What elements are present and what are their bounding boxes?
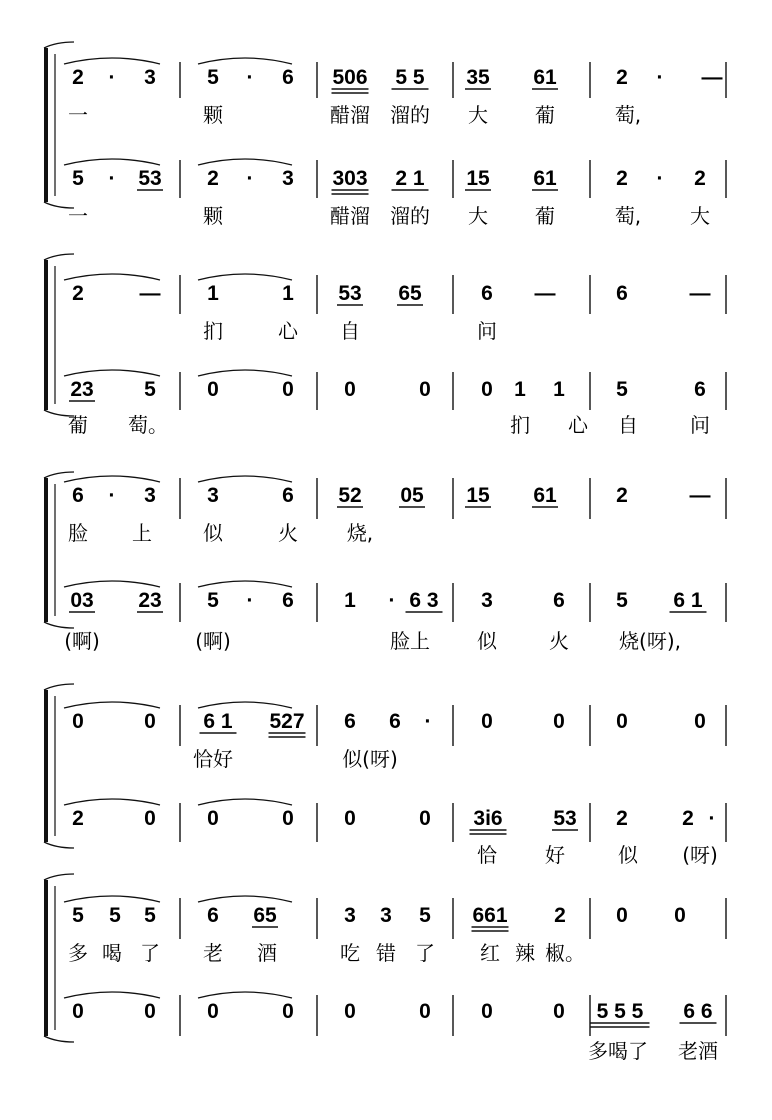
note: 53 bbox=[553, 807, 577, 830]
note: 1 bbox=[207, 282, 219, 305]
note: 6 3 bbox=[409, 589, 439, 612]
slur bbox=[198, 702, 292, 708]
note: 0 bbox=[481, 378, 493, 401]
note: 2 bbox=[72, 807, 84, 830]
note: 0 bbox=[282, 378, 294, 401]
note: 35 bbox=[466, 66, 490, 89]
augmentation-dot: · bbox=[246, 66, 254, 89]
note: 03 bbox=[70, 589, 94, 612]
lyric-syllable: 吃 bbox=[340, 941, 360, 965]
note: 0 bbox=[282, 807, 294, 830]
augmentation-dot: · bbox=[108, 66, 116, 89]
note: 0 bbox=[144, 807, 156, 830]
note: 6 1 bbox=[673, 589, 703, 612]
note: 0 bbox=[553, 1000, 565, 1023]
system-2 bbox=[44, 254, 726, 437]
note: 53 bbox=[338, 282, 362, 305]
note: 6 bbox=[553, 589, 565, 612]
slur bbox=[198, 476, 292, 482]
note: 5 bbox=[419, 904, 431, 927]
note: 1 bbox=[514, 378, 526, 401]
lyric-syllable: 错 bbox=[376, 941, 396, 965]
lyric-syllable: 扪 bbox=[203, 319, 223, 343]
augmentation-dot: · bbox=[246, 589, 254, 612]
slur bbox=[64, 476, 160, 482]
note: 527 bbox=[269, 710, 305, 733]
bracket-bottom-hook bbox=[44, 1036, 74, 1042]
lyric-syllable: 恰好 bbox=[193, 747, 233, 771]
note: 3 bbox=[481, 589, 493, 612]
augmentation-dot: · bbox=[388, 589, 396, 612]
system-bracket-bar bbox=[44, 260, 48, 410]
dash-extension: — bbox=[139, 282, 161, 305]
augmentation-dot: · bbox=[656, 167, 664, 190]
note: 0 bbox=[481, 710, 493, 733]
lyric-syllable: 恰 bbox=[477, 843, 497, 867]
note: 0 bbox=[616, 710, 628, 733]
augmentation-dot: · bbox=[246, 167, 254, 190]
note: 0 bbox=[419, 378, 431, 401]
lyric-syllable: 萄。 bbox=[128, 413, 168, 437]
lyric-syllable: 大 bbox=[468, 103, 488, 127]
augmentation-dot: · bbox=[424, 710, 432, 733]
note: 2 bbox=[616, 66, 628, 89]
lyric-syllable: 了 bbox=[140, 941, 160, 965]
note: 6 bbox=[207, 904, 219, 927]
note: 2 bbox=[207, 167, 219, 190]
augmentation-dot: · bbox=[708, 807, 716, 830]
note: 0 bbox=[344, 1000, 356, 1023]
note: 0 bbox=[553, 710, 565, 733]
lyric-syllable: 颗 bbox=[203, 103, 223, 127]
lyric-syllable: 醋溜 bbox=[330, 204, 370, 228]
lyric-syllable: 一 bbox=[68, 103, 88, 127]
slur bbox=[64, 992, 160, 998]
lyric-syllable: 烧(呀), bbox=[619, 629, 681, 653]
note: 53 bbox=[138, 167, 162, 190]
note: 3 bbox=[344, 904, 356, 927]
note: 52 bbox=[338, 484, 362, 507]
note: 5 bbox=[616, 589, 628, 612]
lyric-syllable: 大 bbox=[468, 204, 488, 228]
note: 6 bbox=[282, 589, 294, 612]
note: 0 bbox=[207, 1000, 219, 1023]
note: 3 bbox=[380, 904, 392, 927]
note: 65 bbox=[253, 904, 277, 927]
lyric-syllable: 心 bbox=[568, 413, 588, 437]
note: 6 bbox=[694, 378, 706, 401]
note: 6 bbox=[616, 282, 628, 305]
slur bbox=[198, 159, 292, 165]
note: 2 bbox=[616, 167, 628, 190]
note: 0 bbox=[207, 378, 219, 401]
augmentation-dot: · bbox=[108, 167, 116, 190]
slur bbox=[198, 581, 292, 587]
note: 6 bbox=[389, 710, 401, 733]
lyric-syllable: 上 bbox=[132, 521, 152, 545]
lyric-syllable: 多 bbox=[68, 941, 88, 965]
slur bbox=[198, 370, 292, 376]
note: 661 bbox=[472, 904, 508, 927]
note: 0 bbox=[674, 904, 686, 927]
slur bbox=[198, 58, 292, 64]
bracket-top-hook bbox=[44, 684, 74, 690]
lyric-syllable: 火 bbox=[549, 629, 569, 653]
note: 506 bbox=[332, 66, 368, 89]
lyric-syllable: (啊) bbox=[195, 629, 231, 653]
lyric-syllable: (啊) bbox=[64, 629, 100, 653]
lyric-syllable: 椒。 bbox=[545, 941, 585, 965]
note: 0 bbox=[144, 1000, 156, 1023]
lyric-syllable: 问 bbox=[477, 319, 497, 343]
lyric-syllable: 酒 bbox=[257, 941, 277, 965]
lyric-syllable: 扪 bbox=[510, 413, 530, 437]
note: 05 bbox=[400, 484, 424, 507]
slur bbox=[64, 58, 160, 64]
slur bbox=[198, 992, 292, 998]
note: 2 bbox=[72, 282, 84, 305]
lyric-syllable: 一 bbox=[68, 204, 88, 228]
note: 15 bbox=[466, 167, 490, 190]
note: 5 bbox=[207, 589, 219, 612]
lyric-syllable: 溜的 bbox=[390, 204, 430, 228]
note: 6 bbox=[282, 66, 294, 89]
lyric-syllable: 自 bbox=[340, 319, 360, 343]
note: 303 bbox=[332, 167, 368, 190]
lyric-syllable: 醋溜 bbox=[330, 103, 370, 127]
augmentation-dot: · bbox=[656, 66, 664, 89]
note: 0 bbox=[282, 1000, 294, 1023]
note: 0 bbox=[72, 1000, 84, 1023]
lyric-syllable: 似 bbox=[477, 629, 497, 653]
note: 5 bbox=[109, 904, 121, 927]
system-3 bbox=[44, 472, 726, 653]
note: 5 bbox=[616, 378, 628, 401]
note: 5 5 5 bbox=[596, 1000, 644, 1023]
note: 6 bbox=[282, 484, 294, 507]
note: 5 bbox=[144, 904, 156, 927]
note: 0 bbox=[144, 710, 156, 733]
note: 5 bbox=[207, 66, 219, 89]
lyric-syllable: 好 bbox=[545, 843, 565, 867]
lyric-syllable: 溜的 bbox=[390, 103, 430, 127]
note: 2 bbox=[616, 484, 628, 507]
slur bbox=[198, 799, 292, 805]
lyric-syllable: 老酒 bbox=[678, 1039, 718, 1063]
note: 2 bbox=[682, 807, 694, 830]
system-bracket-bar bbox=[44, 690, 48, 842]
dash-extension: — bbox=[534, 282, 556, 305]
slur bbox=[64, 274, 160, 280]
note: 0 bbox=[694, 710, 706, 733]
note: 15 bbox=[466, 484, 490, 507]
system-bracket-bar bbox=[44, 48, 48, 202]
note: 3 bbox=[144, 484, 156, 507]
lyric-syllable: 了 bbox=[415, 941, 435, 965]
dash-extension: — bbox=[689, 484, 711, 507]
system-1 bbox=[44, 42, 726, 228]
note: 61 bbox=[533, 484, 557, 507]
lyric-syllable: 心 bbox=[278, 319, 298, 343]
bracket-top-hook bbox=[44, 874, 74, 880]
lyric-syllable: 喝 bbox=[102, 941, 122, 965]
slur bbox=[198, 274, 292, 280]
lyric-syllable: 老 bbox=[203, 941, 223, 965]
dash-extension: — bbox=[701, 66, 723, 89]
note: 5 bbox=[72, 167, 84, 190]
note: 3 bbox=[207, 484, 219, 507]
lyric-syllable: 问 bbox=[690, 413, 710, 437]
note: 3 bbox=[282, 167, 294, 190]
slur bbox=[64, 581, 160, 587]
note: 5 5 bbox=[395, 66, 425, 89]
slur bbox=[64, 702, 160, 708]
note: 0 bbox=[419, 1000, 431, 1023]
note: 2 bbox=[72, 66, 84, 89]
note: 1 bbox=[344, 589, 356, 612]
note: 2 bbox=[616, 807, 628, 830]
slur bbox=[198, 896, 292, 902]
note: 1 bbox=[282, 282, 294, 305]
lyric-syllable: 多喝了 bbox=[588, 1039, 648, 1063]
note: 2 bbox=[694, 167, 706, 190]
note: 5 bbox=[72, 904, 84, 927]
note: 1 bbox=[553, 378, 565, 401]
system-bracket-bar bbox=[44, 478, 48, 622]
note: 6 bbox=[344, 710, 356, 733]
bracket-top-hook bbox=[44, 254, 74, 260]
lyric-syllable: 脸上 bbox=[390, 629, 430, 653]
note: 65 bbox=[398, 282, 422, 305]
lyric-syllable: 烧, bbox=[346, 521, 374, 545]
lyric-syllable: 似 bbox=[618, 843, 638, 867]
lyric-syllable: 葡 bbox=[535, 204, 555, 228]
bracket-top-hook bbox=[44, 42, 74, 48]
lyric-syllable: 萄, bbox=[614, 103, 642, 127]
note: 0 bbox=[481, 1000, 493, 1023]
note: 2 1 bbox=[395, 167, 425, 190]
note: 0 bbox=[344, 807, 356, 830]
lyric-syllable: 似(呀) bbox=[342, 747, 398, 771]
slur bbox=[64, 896, 160, 902]
system-4 bbox=[44, 684, 726, 867]
bracket-top-hook bbox=[44, 472, 74, 478]
lyric-syllable: 自 bbox=[618, 413, 638, 437]
note: 3 bbox=[144, 66, 156, 89]
lyric-syllable: 辣 bbox=[515, 941, 535, 965]
system-bracket-bar bbox=[44, 880, 48, 1036]
note: 3i6 bbox=[473, 807, 503, 830]
bracket-bottom-hook bbox=[44, 622, 74, 628]
lyric-syllable: 葡 bbox=[535, 103, 555, 127]
lyric-syllable: 火 bbox=[278, 521, 298, 545]
note: 5 bbox=[144, 378, 156, 401]
dash-extension: — bbox=[689, 282, 711, 305]
slur bbox=[64, 370, 160, 376]
note: 23 bbox=[138, 589, 162, 612]
note: 61 bbox=[533, 66, 557, 89]
note: 6 bbox=[72, 484, 84, 507]
lyric-syllable: 葡 bbox=[68, 413, 88, 437]
lyric-syllable: 萄, bbox=[614, 204, 642, 228]
note: 6 bbox=[481, 282, 493, 305]
system-5 bbox=[44, 874, 726, 1063]
slur bbox=[64, 799, 160, 805]
lyric-syllable: 大 bbox=[690, 204, 710, 228]
lyric-syllable: 红 bbox=[480, 941, 500, 965]
note: 6 1 bbox=[203, 710, 233, 733]
augmentation-dot: · bbox=[108, 484, 116, 507]
lyric-syllable: (呀) bbox=[682, 843, 718, 867]
slur bbox=[64, 159, 160, 165]
lyric-syllable: 似 bbox=[203, 521, 223, 545]
note: 0 bbox=[207, 807, 219, 830]
bracket-bottom-hook bbox=[44, 842, 74, 848]
note: 61 bbox=[533, 167, 557, 190]
note: 23 bbox=[70, 378, 94, 401]
note: 0 bbox=[616, 904, 628, 927]
note: 2 bbox=[554, 904, 566, 927]
note: 0 bbox=[344, 378, 356, 401]
note: 0 bbox=[72, 710, 84, 733]
note: 0 bbox=[419, 807, 431, 830]
note: 6 6 bbox=[683, 1000, 713, 1023]
lyric-syllable: 颗 bbox=[203, 204, 223, 228]
lyric-syllable: 脸 bbox=[68, 521, 88, 545]
